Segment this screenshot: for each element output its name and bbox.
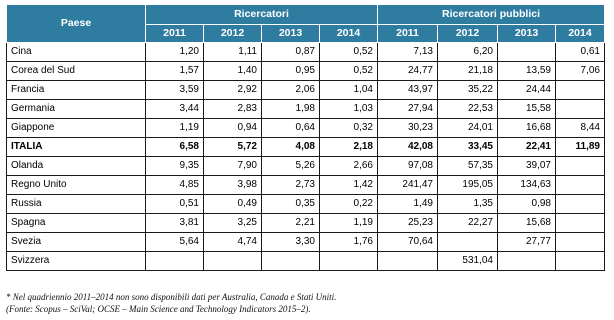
value-cell: 1,19 <box>146 119 204 138</box>
value-cell: 2,73 <box>262 176 320 195</box>
value-cell: 1,57 <box>146 62 204 81</box>
country-cell: Cina <box>7 43 146 62</box>
year-header: 2013 <box>262 25 320 43</box>
year-header: 2014 <box>320 25 378 43</box>
value-cell: 0,35 <box>262 195 320 214</box>
value-cell: 30,23 <box>378 119 438 138</box>
value-cell: 22,27 <box>438 214 498 233</box>
country-cell: Corea del Sud <box>7 62 146 81</box>
value-cell <box>204 252 262 271</box>
country-cell: Spagna <box>7 214 146 233</box>
year-header: 2013 <box>498 25 556 43</box>
value-cell: 2,92 <box>204 81 262 100</box>
value-cell: 7,06 <box>556 62 605 81</box>
value-cell: 33,45 <box>438 138 498 157</box>
value-cell: 42,08 <box>378 138 438 157</box>
year-header: 2011 <box>146 25 204 43</box>
country-cell: Francia <box>7 81 146 100</box>
value-cell: 2,21 <box>262 214 320 233</box>
table-row <box>7 233 605 252</box>
value-cell: 6,58 <box>146 138 204 157</box>
value-cell: 5,64 <box>146 233 204 252</box>
value-cell: 24,01 <box>438 119 498 138</box>
value-cell: 13,59 <box>498 62 556 81</box>
value-cell: 0,87 <box>262 43 320 62</box>
table-row <box>7 81 605 100</box>
value-cell: 1,40 <box>204 62 262 81</box>
value-cell <box>556 157 605 176</box>
table-row <box>7 138 605 157</box>
value-cell <box>556 214 605 233</box>
value-cell: 27,77 <box>498 233 556 252</box>
value-cell: 0,49 <box>204 195 262 214</box>
data-table <box>6 4 605 271</box>
value-cell <box>146 252 204 271</box>
value-cell: 4,08 <box>262 138 320 157</box>
value-cell: 1,03 <box>320 100 378 119</box>
value-cell: 1,76 <box>320 233 378 252</box>
country-cell: Svezia <box>7 233 146 252</box>
value-cell: 27,94 <box>378 100 438 119</box>
table-row <box>7 100 605 119</box>
country-cell: ITALIA <box>7 138 146 157</box>
table-row <box>7 252 605 271</box>
table-row <box>7 119 605 138</box>
value-cell: 1,04 <box>320 81 378 100</box>
value-cell: 1,42 <box>320 176 378 195</box>
table-notes <box>6 291 606 315</box>
value-cell: 6,20 <box>438 43 498 62</box>
value-cell: 43,97 <box>378 81 438 100</box>
footnote: * Nel quadriennio 2011–2014 non sono disponibili dati per Australia, Canada e Stati Uniti. <box>6 292 337 302</box>
value-cell: 25,23 <box>378 214 438 233</box>
source-note: (Fonte: Scopus – SciVal; OCSE – Main Science and Technology Indicators 2015–2). <box>6 304 311 314</box>
value-cell: 7,90 <box>204 157 262 176</box>
country-cell: Svizzera <box>7 252 146 271</box>
value-cell: 9,35 <box>146 157 204 176</box>
value-cell: 241,47 <box>378 176 438 195</box>
ricercatori-pubblici-header: Ricercatori pubblici <box>378 5 605 25</box>
year-header: 2011 <box>378 25 438 43</box>
table-row <box>7 195 605 214</box>
value-cell: 15,58 <box>498 100 556 119</box>
value-cell <box>498 252 556 271</box>
value-cell: 97,08 <box>378 157 438 176</box>
value-cell: 195,05 <box>438 176 498 195</box>
table-row <box>7 43 605 62</box>
value-cell: 0,64 <box>262 119 320 138</box>
year-header: 2014 <box>556 25 605 43</box>
value-cell: 11,89 <box>556 138 605 157</box>
value-cell: 1,20 <box>146 43 204 62</box>
value-cell: 3,81 <box>146 214 204 233</box>
table-row <box>7 157 605 176</box>
value-cell: 24,77 <box>378 62 438 81</box>
value-cell: 3,44 <box>146 100 204 119</box>
value-cell: 134,63 <box>498 176 556 195</box>
value-cell <box>378 252 438 271</box>
value-cell: 0,94 <box>204 119 262 138</box>
value-cell: 0,22 <box>320 195 378 214</box>
value-cell: 22,53 <box>438 100 498 119</box>
value-cell: 4,74 <box>204 233 262 252</box>
table-row <box>7 62 605 81</box>
value-cell: 5,72 <box>204 138 262 157</box>
value-cell: 2,83 <box>204 100 262 119</box>
country-cell: Russia <box>7 195 146 214</box>
table-body <box>7 43 605 271</box>
year-header: 2012 <box>438 25 498 43</box>
value-cell <box>556 81 605 100</box>
value-cell: 1,98 <box>262 100 320 119</box>
value-cell <box>498 43 556 62</box>
value-cell: 3,59 <box>146 81 204 100</box>
value-cell: 3,98 <box>204 176 262 195</box>
value-cell: 57,35 <box>438 157 498 176</box>
value-cell: 2,06 <box>262 81 320 100</box>
table-row <box>7 214 605 233</box>
value-cell: 0,32 <box>320 119 378 138</box>
value-cell: 0,95 <box>262 62 320 81</box>
country-cell: Giappone <box>7 119 146 138</box>
value-cell: 15,68 <box>498 214 556 233</box>
value-cell <box>556 252 605 271</box>
value-cell: 21,18 <box>438 62 498 81</box>
year-header: 2012 <box>204 25 262 43</box>
paese-header: Paese <box>7 5 146 43</box>
value-cell: 3,30 <box>262 233 320 252</box>
value-cell <box>320 252 378 271</box>
value-cell: 1,11 <box>204 43 262 62</box>
value-cell: 4,85 <box>146 176 204 195</box>
value-cell: 24,44 <box>498 81 556 100</box>
value-cell: 0,52 <box>320 43 378 62</box>
country-cell: Germania <box>7 100 146 119</box>
header-group-row <box>7 5 605 25</box>
value-cell: 1,49 <box>378 195 438 214</box>
value-cell: 0,61 <box>556 43 605 62</box>
value-cell: 2,66 <box>320 157 378 176</box>
value-cell: 8,44 <box>556 119 605 138</box>
value-cell <box>556 176 605 195</box>
value-cell <box>556 195 605 214</box>
table-row <box>7 176 605 195</box>
table-container <box>6 4 605 271</box>
value-cell: 0,52 <box>320 62 378 81</box>
value-cell <box>556 100 605 119</box>
value-cell: 1,35 <box>438 195 498 214</box>
country-cell: Olanda <box>7 157 146 176</box>
value-cell: 0,51 <box>146 195 204 214</box>
value-cell: 70,64 <box>378 233 438 252</box>
value-cell: 3,25 <box>204 214 262 233</box>
value-cell: 2,18 <box>320 138 378 157</box>
value-cell: 22,41 <box>498 138 556 157</box>
value-cell <box>556 233 605 252</box>
ricercatori-header: Ricercatori <box>146 5 378 25</box>
value-cell <box>438 233 498 252</box>
value-cell: 7,13 <box>378 43 438 62</box>
country-cell: Regno Unito <box>7 176 146 195</box>
value-cell: 5,26 <box>262 157 320 176</box>
value-cell: 1,19 <box>320 214 378 233</box>
value-cell <box>262 252 320 271</box>
value-cell: 16,68 <box>498 119 556 138</box>
value-cell: 531,04 <box>438 252 498 271</box>
value-cell: 0,98 <box>498 195 556 214</box>
value-cell: 39,07 <box>498 157 556 176</box>
value-cell: 35,22 <box>438 81 498 100</box>
table-header <box>7 5 605 43</box>
